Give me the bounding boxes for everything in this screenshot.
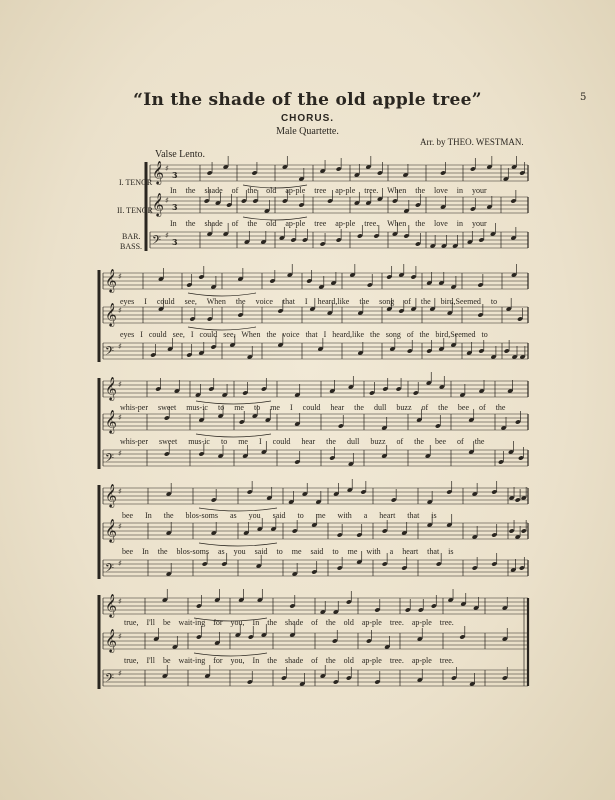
arranger-credit: Arr. by THEO. WESTMAN. bbox=[420, 137, 524, 147]
slur bbox=[196, 401, 271, 404]
treble-clef-icon: 𝄞 bbox=[105, 518, 117, 542]
sharp-icon: ♯ bbox=[118, 413, 122, 422]
ensemble-heading: Male Quartette. bbox=[276, 126, 339, 137]
sharp-icon: ♯ bbox=[118, 669, 122, 678]
sharp-icon: ♯ bbox=[118, 306, 122, 315]
slur bbox=[199, 508, 277, 511]
lyrics-system3-lower: whis-per sweet mus-ic to me I could hear the dull buzz of the bee of the bbox=[120, 437, 485, 446]
bass-clef-icon: 𝄢 bbox=[152, 234, 162, 250]
sharp-icon: ♯ bbox=[118, 597, 122, 606]
time-signature: 3 bbox=[172, 170, 178, 180]
slur bbox=[188, 327, 256, 330]
bass-clef-icon: 𝄢 bbox=[105, 345, 115, 361]
treble-clef-icon: 𝄞 bbox=[105, 483, 117, 507]
sharp-icon: ♯ bbox=[118, 559, 122, 568]
part-label-tenor2: II. TENOR bbox=[117, 206, 153, 215]
lyrics-system1-lower: In the shade of the old ap-ple tree ap-ple tree. When the love in your bbox=[170, 219, 487, 228]
slur bbox=[188, 293, 256, 296]
bass-clef-icon: 𝄢 bbox=[105, 672, 115, 688]
treble-clef-icon: 𝄞 bbox=[105, 409, 117, 433]
bass-clef-icon: 𝄢 bbox=[105, 562, 115, 578]
treble-clef-icon: 𝄞 bbox=[105, 593, 117, 617]
time-signature: 3 bbox=[172, 202, 178, 212]
slur bbox=[194, 618, 267, 621]
lyrics-system2-upper: eyes I could see, When the voice that I heard,like the song of the bird,Seemed to bbox=[120, 297, 498, 306]
treble-clef-icon: 𝄞 bbox=[152, 160, 164, 184]
tempo-marking: Valse Lento. bbox=[155, 149, 205, 160]
bass-clef-icon: 𝄢 bbox=[105, 452, 115, 468]
time-signature: 3 bbox=[172, 237, 178, 247]
slur bbox=[243, 185, 307, 188]
sharp-icon: ♯ bbox=[165, 231, 169, 240]
treble-clef-icon: 𝄞 bbox=[105, 268, 117, 292]
treble-clef-icon: 𝄞 bbox=[105, 302, 117, 326]
sharp-icon: ♯ bbox=[118, 632, 122, 641]
chorus-heading: CHORUS. bbox=[280, 113, 335, 124]
sharp-icon: ♯ bbox=[118, 272, 122, 281]
lyrics-system4-lower: bee In the blos-soms as you said to me said to me with a heart that is bbox=[122, 547, 454, 556]
lyrics-system5-lower: true, I'll be wait-ing for you, In the shade of the old ap-ple tree. ap-ple tree. bbox=[124, 656, 454, 665]
lyrics-system4-upper: bee In the blos-soms as you said to me with a heart that is bbox=[122, 511, 437, 520]
sharp-icon: ♯ bbox=[165, 196, 169, 205]
part-label-bass: BASS. bbox=[120, 242, 143, 251]
sharp-icon: ♯ bbox=[118, 342, 122, 351]
slur bbox=[243, 217, 307, 220]
song-title: “In the shade of the old apple tree” bbox=[133, 90, 482, 110]
part-label-baritone: BAR. bbox=[122, 232, 141, 241]
lyrics-system2-lower: eyes I could see, I could see, When the voice that I heard,like the song of the bird,Seemed to bbox=[120, 330, 488, 339]
sharp-icon: ♯ bbox=[165, 164, 169, 173]
sharp-icon: ♯ bbox=[118, 487, 122, 496]
page-number: 5 bbox=[580, 92, 587, 103]
slur bbox=[194, 653, 267, 656]
sharp-icon: ♯ bbox=[118, 522, 122, 531]
slur bbox=[196, 434, 271, 437]
slur bbox=[199, 543, 277, 546]
part-label-tenor1: I. TENOR bbox=[119, 178, 153, 187]
sharp-icon: ♯ bbox=[118, 380, 122, 389]
treble-clef-icon: 𝄞 bbox=[105, 628, 117, 652]
lyrics-system3-upper: whis-per sweet mus-ic to me to me I could hear the dull buzz of the bee of the bbox=[120, 403, 506, 412]
sharp-icon: ♯ bbox=[118, 449, 122, 458]
treble-clef-icon: 𝄞 bbox=[105, 376, 117, 400]
lyrics-system1-upper: In the shade of the old ap-ple tree ap-ple tree. When the love in your bbox=[170, 186, 487, 195]
treble-clef-icon: 𝄞 bbox=[152, 192, 164, 216]
lyrics-system5-upper: true, I'll be wait-ing for you, In the shade of the old ap-ple tree. ap-ple tree. bbox=[124, 618, 454, 627]
